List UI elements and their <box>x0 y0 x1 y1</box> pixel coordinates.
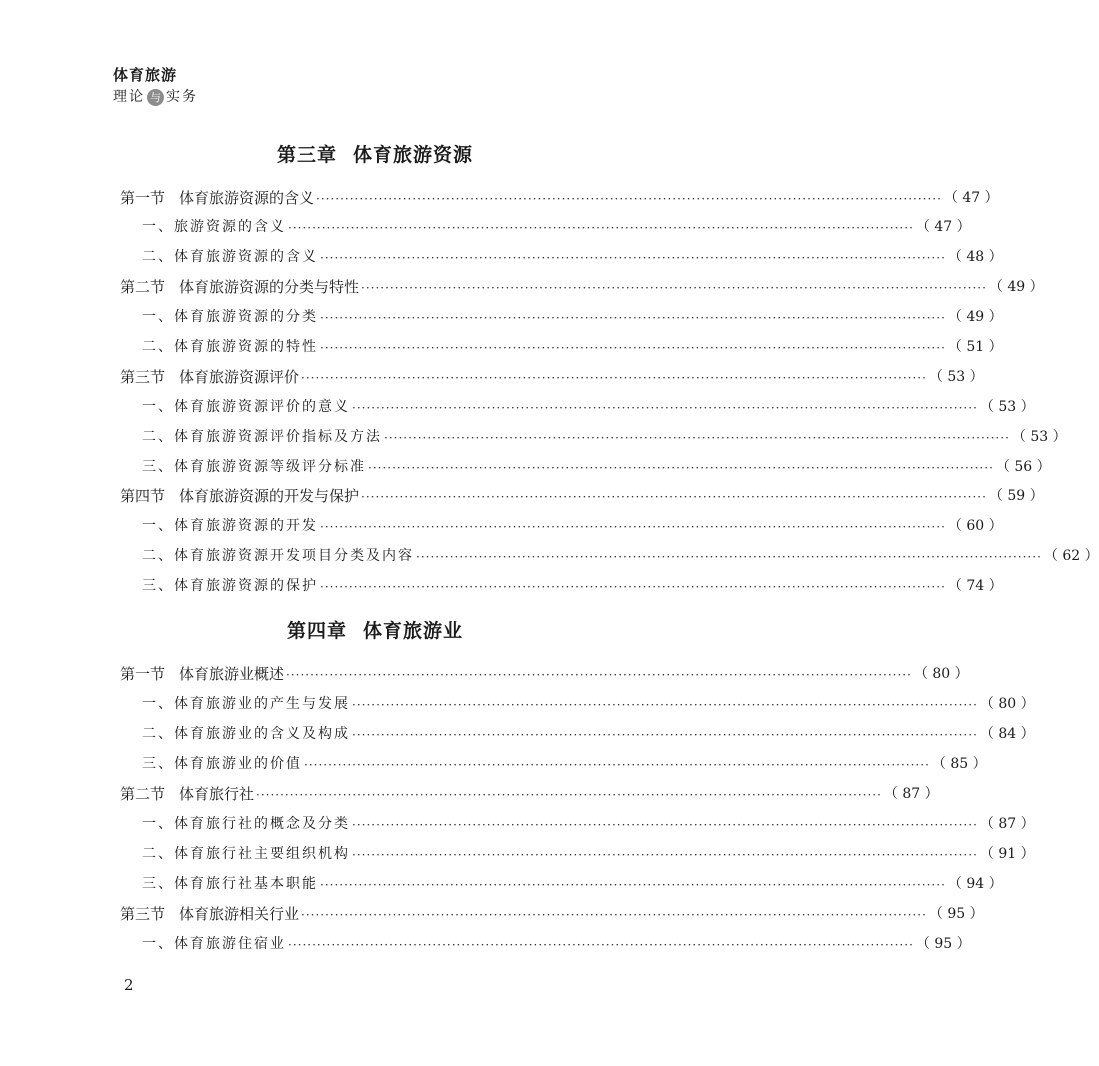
page-ref: （ 48 ） <box>947 249 1003 265</box>
dot-leader: ·································································································································· <box>320 520 946 534</box>
dot-leader: ·································································································································· <box>320 251 946 265</box>
toc-section[interactable]: 第三节 体育旅游相关行业 ·································································································································· （ 95 ） <box>120 905 984 923</box>
dot-leader: ·································································································································· <box>320 878 946 892</box>
dot-leader: ·································································································································· <box>256 788 882 802</box>
toc-subsection[interactable]: 一、旅游资源的含义 ·································································································································· （ 47 ） <box>142 216 625 238</box>
page-ref: （ 62 ） <box>1043 548 1099 564</box>
page-ref: （ 49 ） <box>947 309 1003 325</box>
toc-section[interactable]: 第四节 体育旅游资源的开发与保护 ·································································································································· （ 59 ） <box>120 487 1044 505</box>
dot-leader: ·································································································································· <box>286 668 912 682</box>
dot-leader: ·································································································································· <box>352 818 978 832</box>
toc-subsection[interactable]: 二、体育旅游业的含义及构成 ·································································································································· （ 84 ） <box>142 723 625 745</box>
subtitle-part-2: 实务 <box>166 89 198 105</box>
page-ref: （ 80 ） <box>913 666 969 682</box>
book-subtitle <box>113 88 198 106</box>
toc-subsection[interactable]: 一、体育旅游业的产生与发展 ·································································································································· （ 80 ） <box>142 693 625 715</box>
dot-leader: ·································································································································· <box>352 848 978 862</box>
page-ref: （ 51 ） <box>947 339 1003 355</box>
page-ref: （ 60 ） <box>947 518 1003 534</box>
page-ref: （ 80 ） <box>979 696 1035 712</box>
toc-subsection[interactable]: 一、体育旅游资源评价的意义 ·································································································································· （ 53 ） <box>142 396 625 418</box>
dot-leader: ·································································································································· <box>301 908 927 922</box>
toc-subsection[interactable]: 三、体育旅游业的价值 ·································································································································· （ 85 ） <box>142 753 625 775</box>
dot-leader: ·································································································································· <box>288 221 914 235</box>
toc-subsection[interactable]: 二、体育旅游资源评价指标及方法 ·································································································································· （ 53 ） <box>142 426 625 448</box>
dot-leader: ·································································································································· <box>352 698 978 712</box>
page-ref: （ 91 ） <box>979 846 1035 862</box>
toc-section[interactable]: 第一节 体育旅游业概述 ·································································································································· （ 80 ） <box>120 665 969 683</box>
dot-leader: ·································································································································· <box>352 401 978 415</box>
page-number: 2 <box>124 976 134 994</box>
toc-subsection[interactable]: 一、体育旅行社的概念及分类 ·································································································································· （ 87 ） <box>142 813 625 835</box>
page-ref: （ 85 ） <box>931 756 987 772</box>
page-ref: （ 95 ） <box>915 936 971 952</box>
page-ref: （ 56 ） <box>995 459 1051 475</box>
dot-leader: ·································································································································· <box>416 550 1042 564</box>
toc-subsection[interactable]: 一、体育旅游住宿业 ·································································································································· （ 95 ） <box>142 933 625 955</box>
subtitle-part-1: 理论 <box>113 89 145 105</box>
page-ref: （ 87 ） <box>979 816 1035 832</box>
dot-leader: ·································································································································· <box>301 371 927 385</box>
dot-leader: ·································································································································· <box>320 311 946 325</box>
page-ref: （ 53 ） <box>979 399 1035 415</box>
page-ref: （ 87 ） <box>883 786 939 802</box>
toc-subsection[interactable]: 一、体育旅游资源的开发 ·································································································································· （ 60 ） <box>142 515 625 537</box>
dot-leader: ·································································································································· <box>352 728 978 742</box>
toc-section[interactable]: 第二节 体育旅游资源的分类与特性 ·································································································································· （ 49 ） <box>120 278 1044 296</box>
page-ref: （ 95 ） <box>928 906 984 922</box>
toc-subsection[interactable]: 三、体育旅行社基本职能 ·································································································································· （ 94 ） <box>142 873 625 895</box>
page-ref: （ 47 ） <box>943 190 999 206</box>
toc-subsection[interactable]: 二、体育旅游资源的特性 ·································································································································· （ 51 ） <box>142 336 625 358</box>
dot-leader: ·································································································································· <box>320 341 946 355</box>
toc-subsection[interactable]: 二、体育旅行社主要组织机构 ·································································································································· （ 91 ） <box>142 843 625 865</box>
dot-leader: ·································································································································· <box>288 938 914 952</box>
toc-subsection[interactable]: 二、体育旅游资源开发项目分类及内容 ·································································································································· （ 62 ） <box>142 545 625 567</box>
toc-subsection[interactable]: 三、体育旅游资源的保护 ·································································································································· （ 74 ） <box>142 575 625 597</box>
page-ref: （ 47 ） <box>915 219 971 235</box>
chapter-title-4: 第四章 体育旅游业 <box>286 620 464 642</box>
page-ref: （ 59 ） <box>988 488 1044 504</box>
page-ref: （ 94 ） <box>947 876 1003 892</box>
running-header <box>113 66 198 106</box>
dot-leader: ·································································································································· <box>316 192 942 206</box>
toc-section[interactable]: 第一节 体育旅游资源的含义 ·································································································································· （ 47 ） <box>120 189 999 207</box>
page-ref: （ 53 ） <box>1011 429 1067 445</box>
dot-leader: ·································································································································· <box>304 758 930 772</box>
page-ref: （ 53 ） <box>928 369 984 385</box>
page-ref: （ 84 ） <box>979 726 1035 742</box>
dot-leader: ·································································································································· <box>368 461 994 475</box>
page-ref: （ 74 ） <box>947 578 1003 594</box>
dot-leader: ·································································································································· <box>320 580 946 594</box>
book-title: 体育旅游 <box>113 66 178 84</box>
toc-section[interactable]: 第二节 体育旅行社 ·································································································································· （ 87 ） <box>120 785 939 803</box>
toc-subsection[interactable]: 三、体育旅游资源等级评分标准 ·································································································································· （ 56 ） <box>142 456 625 478</box>
chapter-title-3: 第三章 体育旅游资源 <box>276 144 474 166</box>
yu-circle-icon: 与 <box>147 89 164 106</box>
toc-section[interactable]: 第三节 体育旅游资源评价 ·································································································································· （ 53 ） <box>120 368 984 386</box>
dot-leader: ·································································································································· <box>384 431 1010 445</box>
toc-subsection[interactable]: 一、体育旅游资源的分类 ·································································································································· （ 49 ） <box>142 306 625 328</box>
page-ref: （ 49 ） <box>988 279 1044 295</box>
dot-leader: ·································································································································· <box>361 490 987 504</box>
dot-leader: ·································································································································· <box>361 281 987 295</box>
toc-subsection[interactable]: 二、体育旅游资源的含义 ·································································································································· （ 48 ） <box>142 246 625 268</box>
